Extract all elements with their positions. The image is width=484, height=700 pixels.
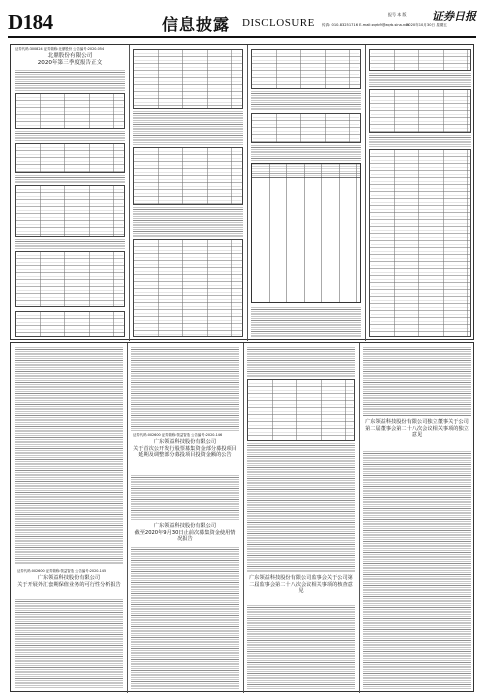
text-block xyxy=(15,599,123,689)
contact-line: 传真: 010-83251716 E-mail:zqrb9@zqrb.sina.net xyxy=(322,23,409,27)
announcement-title-2 xyxy=(133,439,237,459)
text-block xyxy=(133,111,243,145)
data-table xyxy=(369,89,471,133)
announcement-title-5 xyxy=(249,575,353,595)
data-table xyxy=(369,49,471,71)
wide-table xyxy=(251,163,361,303)
announcement-title-3 xyxy=(133,523,237,543)
data-table xyxy=(251,49,361,89)
text-block xyxy=(15,70,125,92)
text-block xyxy=(131,475,239,521)
announcement-company: 广东领益科技股份有限公司 xyxy=(153,523,217,529)
data-table xyxy=(247,379,355,441)
stock-code-line: 证券代码:002600 证券简称:领益智造 公告编号:2020-146 xyxy=(133,433,223,437)
announcement-heading: 关于开展外汇套期保值业务的可行性分析报告 xyxy=(17,581,121,588)
stock-code-line: 证券代码:002600 证券简称:领益智造 公告编号:2020-145 xyxy=(17,569,107,573)
top-section-frame xyxy=(10,44,474,340)
section-title: 信息披露 xyxy=(162,15,231,34)
column-divider xyxy=(243,343,244,693)
announcement-heading: 截至2020年9月30日止前次募集资金使用情况报告 xyxy=(134,529,236,543)
data-table xyxy=(251,113,361,143)
announcement-company: 广东领益科技股份有限公司 xyxy=(153,439,217,445)
header-rule xyxy=(8,36,476,38)
text-block xyxy=(369,73,471,87)
text-block xyxy=(247,347,355,377)
page-number: D184 xyxy=(8,10,53,34)
column-divider xyxy=(129,45,130,341)
text-block xyxy=(15,175,125,183)
stock-code-line: 证券代码:300824 证券简称:北鼎股份 公告编号:2020-054 xyxy=(15,47,105,51)
text-block xyxy=(247,443,355,573)
report-title: 2020年第三季度报告正文 xyxy=(37,60,103,66)
column-divider xyxy=(359,343,360,693)
data-table xyxy=(133,147,243,205)
text-block xyxy=(15,131,125,141)
announcement-company: 广东领益科技股份有限公司监事会关于公司第二届监事会第二十八次会议相关事项的核查意见 xyxy=(249,575,353,595)
column-divider xyxy=(127,343,128,693)
text-block xyxy=(251,91,361,111)
data-table xyxy=(15,143,125,173)
text-block xyxy=(363,347,471,417)
text-block xyxy=(369,135,471,147)
issue-line: 报号 本 版 xyxy=(388,12,407,17)
date-line: 2020年10月30日 星期五 xyxy=(406,23,447,27)
announcement-company: 广东领益科技股份有限公司独立董事关于公司第二届董事会第二十八次会议相关事项的独立意见 xyxy=(365,419,469,439)
report-company: 北鼎股份有限公司 xyxy=(47,53,93,59)
announcement-title-4 xyxy=(365,419,469,439)
text-block xyxy=(131,347,239,431)
data-table xyxy=(369,149,471,337)
text-block xyxy=(131,547,239,689)
text-block xyxy=(251,145,361,161)
data-table xyxy=(133,49,243,109)
text-block xyxy=(133,207,243,237)
data-table xyxy=(15,185,125,237)
announcement-company: 广东领益科技股份有限公司 xyxy=(37,575,101,581)
bottom-section-frame xyxy=(10,342,474,692)
announcement-title-1 xyxy=(17,575,121,588)
report-title-block xyxy=(21,53,119,67)
data-table xyxy=(15,251,125,307)
column-divider xyxy=(247,45,248,341)
data-table xyxy=(15,93,125,129)
announcement-heading: 关于首次公开发行股票募集资金部分募投项目延期及调整部分募投项目投资金额的公告 xyxy=(133,445,237,459)
text-block xyxy=(247,605,355,689)
column-divider xyxy=(365,45,366,341)
masthead-logo: 证券日报 xyxy=(432,10,476,23)
page-header xyxy=(8,6,476,40)
data-table xyxy=(133,239,243,337)
text-block xyxy=(363,451,471,689)
text-block xyxy=(15,239,125,249)
text-block xyxy=(251,307,361,337)
data-table xyxy=(15,311,125,337)
section-title-en: DISCLOSURE xyxy=(242,17,315,29)
text-block xyxy=(15,347,123,565)
